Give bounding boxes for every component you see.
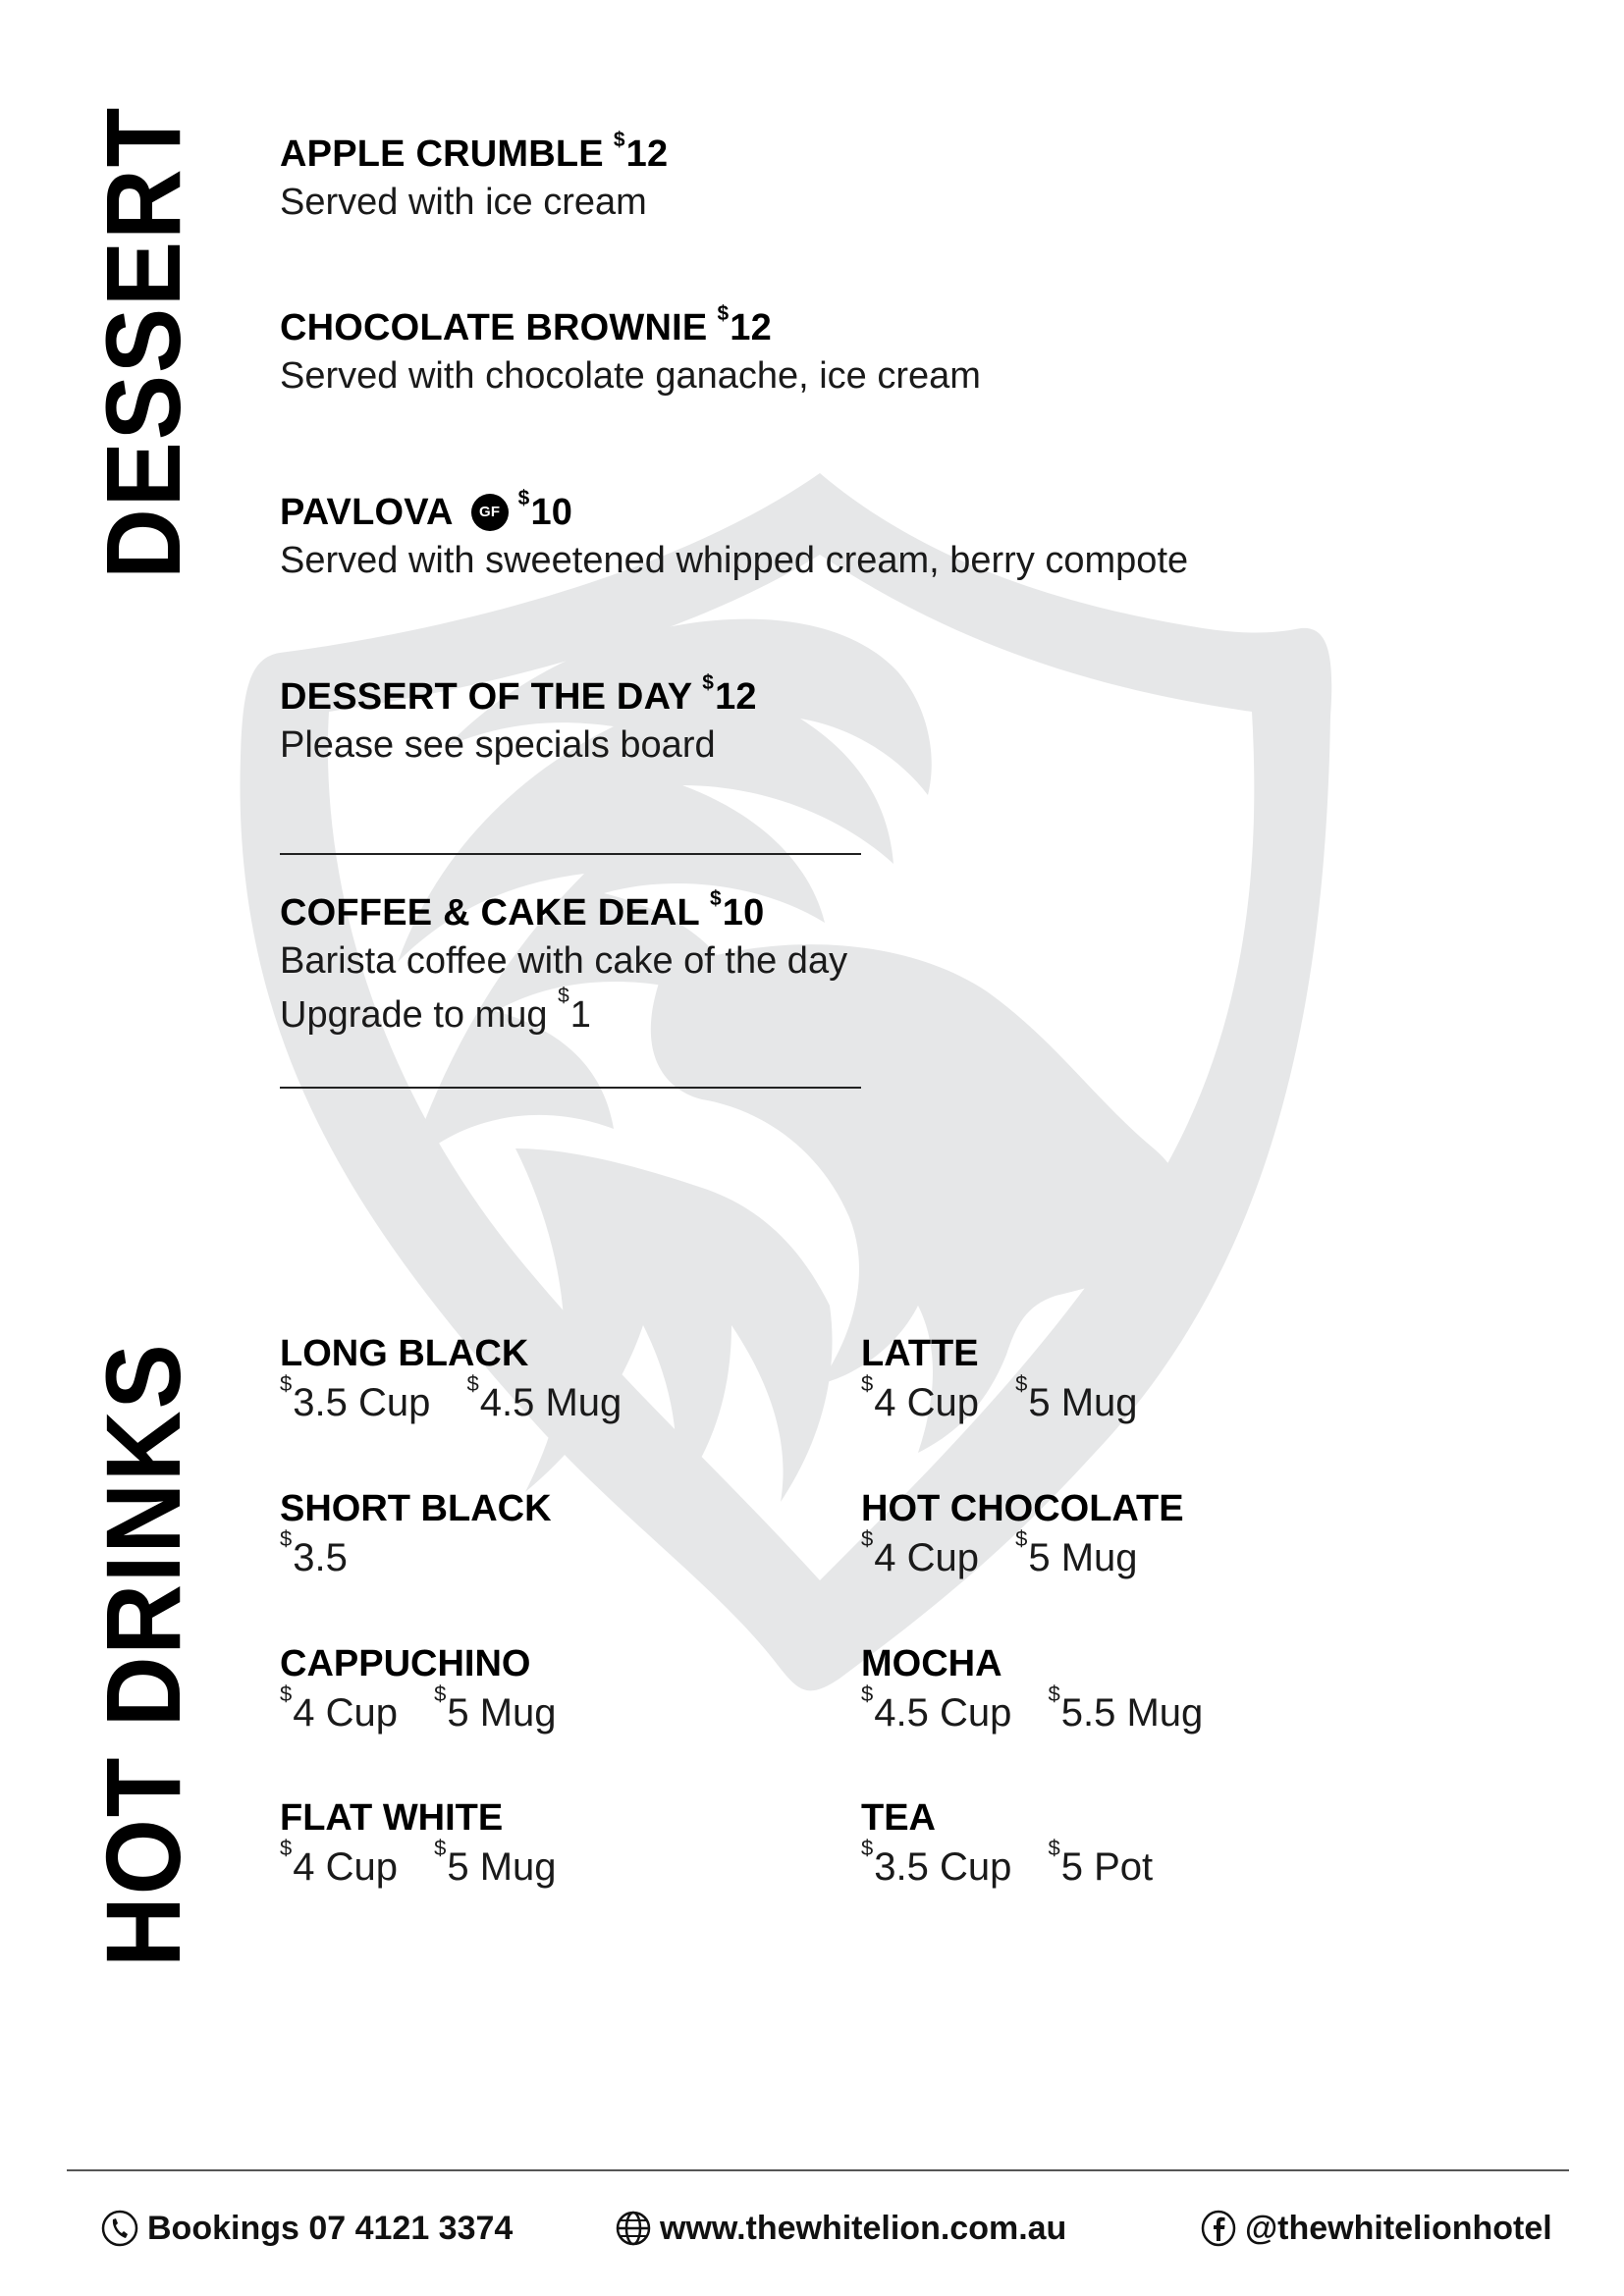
drink-item-long-black: LONG BLACK $3.5 Cup $4.5 Mug [280,1333,623,1424]
footer-website-link[interactable]: www.thewhitelion.com.au [615,2204,1066,2253]
item-price: $10 [709,886,765,934]
footer-phone[interactable]: Bookings 07 4121 3374 [100,2204,513,2253]
item-name: APPLE CRUMBLE [280,133,604,175]
drink-item-hot-chocolate: HOT CHOCOLATE $4 Cup $5 Mug [861,1488,1184,1579]
coffee-cake-deal [280,886,848,1042]
item-price: $12 [613,128,669,175]
item-description: Served with chocolate ganache, ice cream [280,355,981,397]
dessert-section-heading: DESSERT [83,105,202,579]
footer-divider [67,2169,1569,2171]
divider [280,1087,861,1089]
dessert-item-chocolate-brownie [280,301,981,403]
phone-icon [100,2209,139,2248]
footer-facebook-link[interactable]: @thewhitelionhotel [1200,2204,1552,2253]
item-name: PAVLOVA [280,492,454,533]
drink-item-mocha: MOCHA $4.5 Cup $5.5 Mug [861,1643,1204,1735]
item-description: Please see specials board [280,724,716,766]
gluten-free-badge-icon: GF [471,494,509,531]
item-name: COFFEE & CAKE DEAL [280,892,700,934]
drink-item-short-black: SHORT BLACK $3.5 [280,1488,552,1579]
item-name: CHOCOLATE BROWNIE [280,307,708,348]
dessert-item-apple-crumble [280,128,669,230]
drink-item-flat-white: FLAT WHITE $4 Cup $5 Mug [280,1797,557,1889]
item-price: $10 [517,486,573,533]
dessert-item-dessert-of-the-day [280,670,757,773]
item-price: $12 [717,301,772,348]
item-description: Served with ice cream [280,182,647,223]
item-description: Barista coffee with cake of the day [280,940,848,982]
upgrade-note: Upgrade to mug $1 [280,984,591,1036]
item-description: Served with sweetened whipped cream, berry compote [280,540,1189,581]
divider [280,853,861,855]
drink-item-tea: TEA $3.5 Cup $5 Pot [861,1797,1154,1889]
globe-icon [615,2210,652,2247]
facebook-icon [1200,2209,1237,2248]
hot-drinks-section-heading: HOT DRINKS [83,1342,202,1967]
dessert-item-pavlova [280,486,1189,588]
item-price: $12 [702,670,757,718]
drink-item-latte: LATTE $4 Cup $5 Mug [861,1333,1138,1424]
drink-item-cappuchino: CAPPUCHINO $4 Cup $5 Mug [280,1643,557,1735]
item-name: DESSERT OF THE DAY [280,676,693,718]
